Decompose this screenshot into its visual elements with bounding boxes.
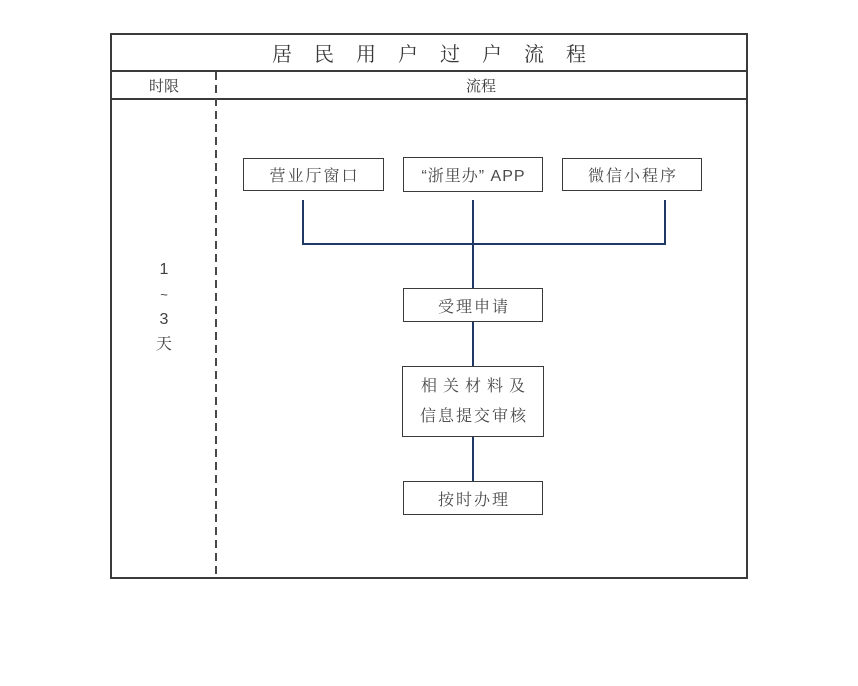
connector-hall-down <box>302 200 304 245</box>
materials-review-line-2: 信息提交审核 <box>419 407 528 425</box>
connector-accept-to-materials <box>472 321 474 366</box>
header-cell-process: 流程 <box>465 77 496 95</box>
connector-merge-horizontal <box>302 243 666 245</box>
flow-box-handle-on-time: 按时办理 <box>403 481 543 515</box>
materials-review-line-1: 相关材料及 <box>420 377 531 395</box>
time-limit-label <box>112 257 216 357</box>
flow-box-materials-review <box>402 366 544 437</box>
flowchart-frame <box>110 33 748 579</box>
connector-wechat-down <box>664 200 666 245</box>
flow-box-business-hall: 营业厅窗口 <box>243 158 384 191</box>
time-limit-tilde: ~ <box>160 287 168 302</box>
page-title: 居民用户过户流程 <box>112 35 746 72</box>
time-limit-line-1: 1 <box>159 261 169 278</box>
time-limit-line-3: 3 <box>159 311 169 328</box>
header-cell-time-limit: 时限 <box>148 77 179 95</box>
time-limit-line-4: 天 <box>155 336 172 353</box>
flow-box-zheliban-app: “浙里办” APP <box>403 157 543 192</box>
flow-box-wechat-miniprogram: 微信小程序 <box>562 158 702 191</box>
flow-box-accept-application: 受理申请 <box>403 288 543 322</box>
table-header-row <box>112 72 746 100</box>
connector-materials-to-handle <box>472 436 474 481</box>
